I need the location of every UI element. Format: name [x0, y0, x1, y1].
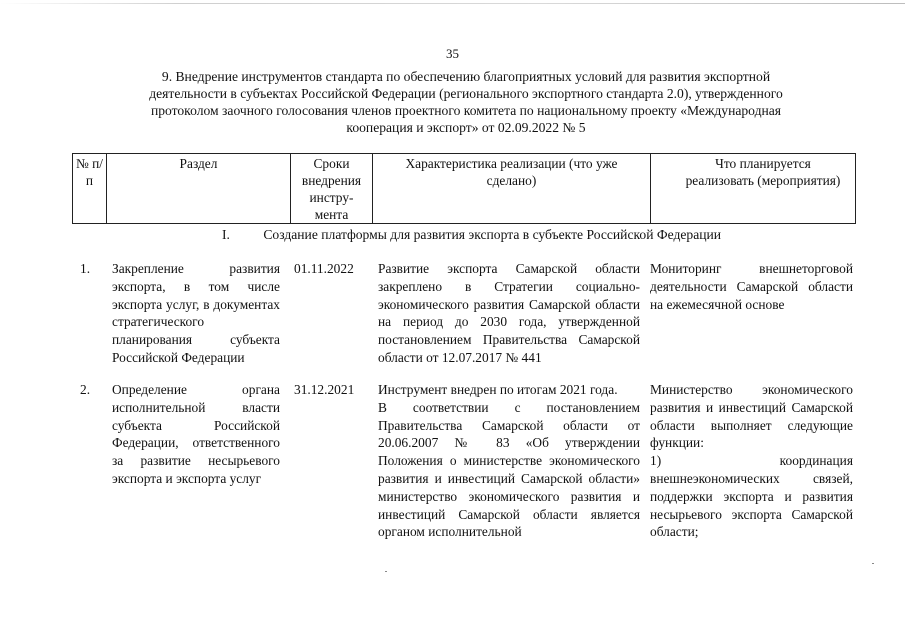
document-heading — [96, 68, 836, 136]
characteristic-paragraph-1: Инструмент внедрен по итогам 2021 года. — [378, 382, 618, 397]
scan-speck — [872, 563, 874, 564]
heading-line-4: кооперация и экспорт» от 02.09.2022 № 5 — [346, 120, 586, 135]
section-text: Создание платформы для развития экспорта в субъекте Российской Федерации — [263, 227, 722, 242]
table-row — [80, 260, 860, 370]
row-date: 31.12.2021 — [294, 382, 355, 397]
heading-line-1: 9. Внедрение инструментов стандарта по обеспечению благоприятных условий для развития экспортной — [161, 69, 771, 84]
header-section: Раздел — [107, 154, 291, 224]
row-date: 01.11.2022 — [294, 261, 354, 276]
table-header — [72, 153, 856, 224]
scan-speck — [385, 571, 387, 572]
planned-paragraph-1: Министерство экономического развития и инвестиций Самарской области выполняет следующие функции: — [650, 382, 853, 451]
header-planned: Что планируется реализовать (мероприятия) — [651, 154, 856, 224]
characteristic-paragraph-2: В соответствии с постановлением Правительства Самарской области от 20.06.2007 № 83 «Об утверждении Положения о министерстве экономического развития и инвестиций Самарской области» министерство экономического развития и инвестиций Самарской области является органом исполнительной — [378, 399, 640, 540]
table-row — [80, 381, 860, 561]
row-number: 2. — [80, 382, 91, 397]
page-number: 35 — [446, 46, 459, 61]
row-section: Определение органа исполнительной власти субъекта Российской Федерации, ответственного за развитие несырьевого экспорта и экспорта услуг — [112, 382, 280, 486]
scan-edge-line — [0, 3, 905, 4]
heading-line-3: протоколом заочного голосования членов проектного комитета по национальному проекту «Международная — [150, 103, 782, 118]
section-title — [222, 227, 721, 243]
row-section: Закрепление развития экспорта, в том числе экспорта услуг, в документах стратегического планирования субъекта Российской Федерации — [112, 261, 280, 365]
section-number: I. — [222, 227, 230, 242]
heading-line-2: деятельности в субъектах Российской Федерации (регионального экспортного стандарта 2.0), утвержденного — [149, 86, 783, 101]
header-num: № п/п — [73, 154, 107, 224]
row-number: 1. — [80, 261, 91, 276]
row-characteristic — [378, 381, 640, 541]
row-planned — [650, 381, 853, 541]
header-characteristic: Характеристика реализации (что уже сделано) — [373, 154, 651, 224]
header-dates: Сроки внедрения инстру-мента — [291, 154, 373, 224]
row-planned: Мониторинг внешнеторговой деятельности Самарской области на ежемесячной основе — [650, 261, 853, 312]
planned-paragraph-2: 1) координация внешнеэкономических связей, поддержки экспорта и развития несырьевого экспорта Самарской области; — [650, 453, 853, 540]
row-characteristic: Развитие экспорта Самарской области закреплено в Стратегии социально-экономического развития Самарской области на период до 2030 года, утвержденной постановлением Правительства Самарской области от 12.07.2017 № 441 — [378, 261, 640, 365]
